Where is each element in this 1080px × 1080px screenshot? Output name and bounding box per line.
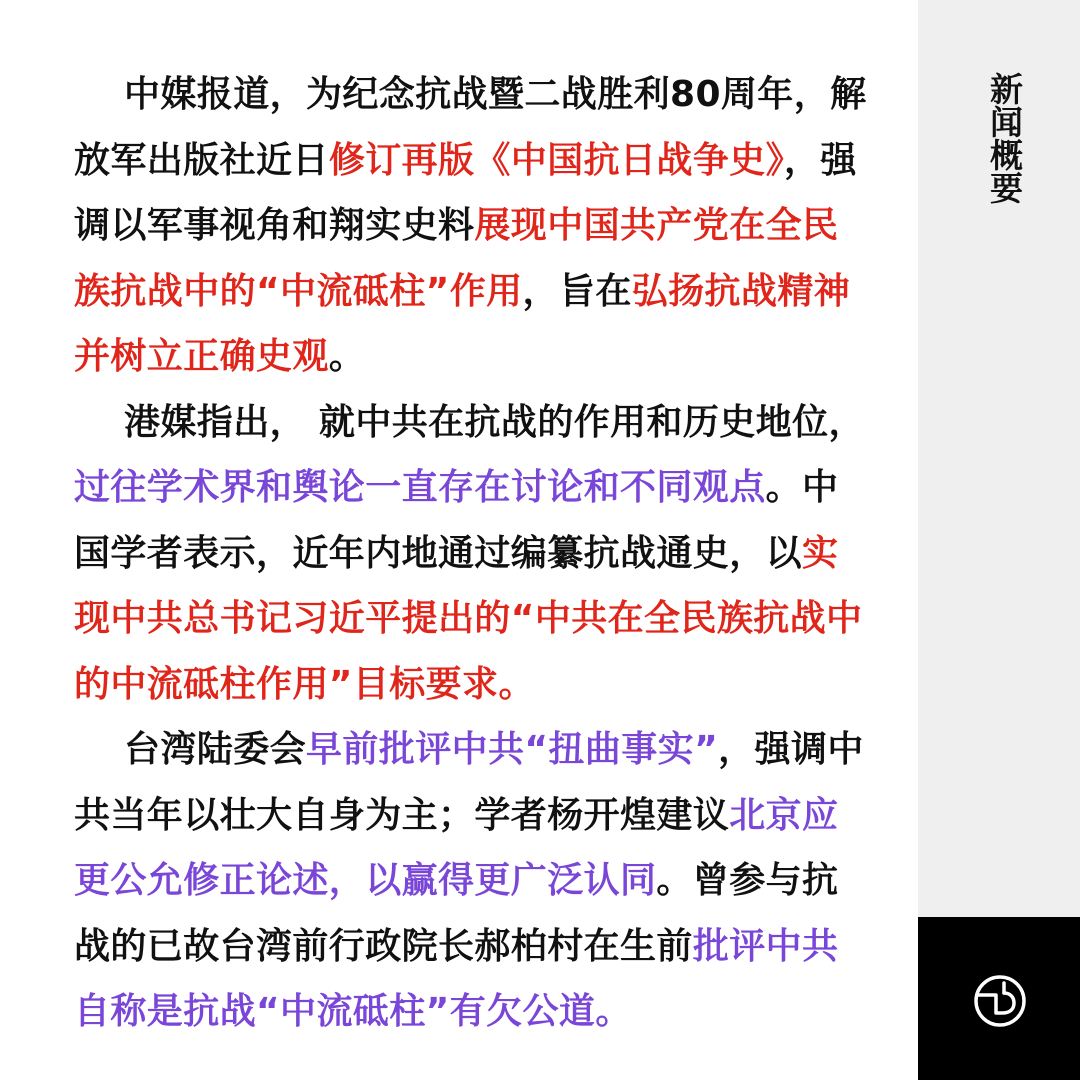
text-segment: 中媒报道，为纪念抗战暨二战胜利80周年，解放军出版社近日 [74,74,867,181]
text-segment: 台湾陆委会 [124,729,307,770]
text-segment: 。曾参与抗战的已故台湾前行政院长郝柏村在生前 [74,860,839,967]
text-segment: ，强调中共当年以壮大自身为主；学者杨开煌建议 [74,729,864,836]
text-segment: 。 [328,336,366,377]
paragraph-1 [74,62,874,390]
paragraph-3 [74,717,874,1045]
logo-box [918,917,1080,1080]
highlight-purple: 批评中共自称是抗战“中流砥柱”有欠公道。 [74,925,839,1032]
highlight-purple: 早前批评中共“扭曲事实” [306,729,719,770]
highlight-red: 弘扬抗战精神并树立正确史观 [74,270,851,377]
highlight-red: 实现中共总书记习近平提出的“中共在全民族抗战中的中流砥柱作用”目标要求。 [74,532,863,705]
news-article [74,62,874,1045]
sidebar-label: 新闻概要 [985,72,1024,204]
text-segment: ，旨在 [522,270,632,312]
text-segment: 港媒指出， 就中共在抗战的作用和历史地位， [124,401,865,443]
highlight-red: 修订再版《中国抗日战争史》 [328,139,785,181]
highlight-purple: 北京应更公允修正论述，以赢得更广泛认同 [74,794,839,901]
text-segment: 。中国学者表示，近年内地通过编纂抗战通史，以 [74,467,839,574]
brand-logo-icon [972,973,1028,1029]
highlight-red: 展现中国共产党在全民族抗战中的“中流砥柱”作用 [74,205,839,312]
text-segment: ，强调以军事视角和翔实史料 [74,139,857,246]
paragraph-2 [74,390,874,718]
highlight-purple: 过往学术界和舆论一直存在讨论和不同观点 [74,467,766,508]
sidebar [918,0,1080,917]
